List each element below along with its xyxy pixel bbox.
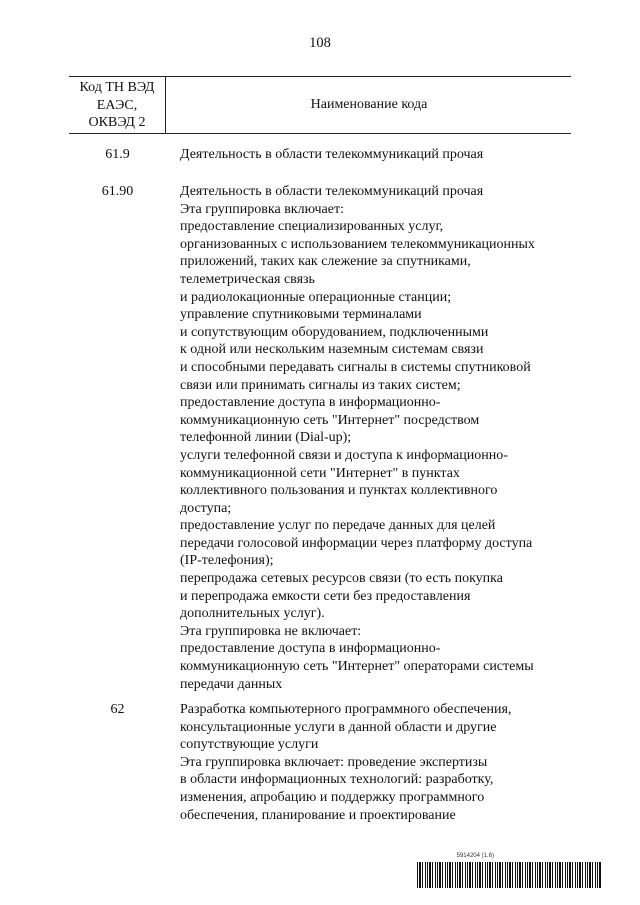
description-line: доступа;: [180, 500, 232, 516]
description-line: предоставление доступа в информационно-: [180, 641, 441, 657]
description-line: передачи голосовой информации через платформу доступа: [180, 535, 533, 551]
description-line: к одной или нескольким наземным системам связи: [180, 342, 484, 358]
description-line: в области информационных технологий: разработку,: [180, 772, 494, 788]
description-line: перепродажа сетевых ресурсов связи (то есть покупка: [180, 571, 503, 587]
entry-code: 61.90: [101, 184, 134, 199]
code-header-line: Код ТН ВЭД: [79, 80, 155, 95]
description-line: консультационные услуги в данной области и другие: [180, 719, 497, 735]
description-line: и сопутствующим оборудованием, подключенными: [180, 324, 489, 340]
table-header: [69, 76, 571, 134]
description-line: Разработка компьютерного программного обеспечения,: [180, 702, 512, 717]
description-line: коммуникационной сети "Интернет" в пунктах: [180, 465, 460, 481]
description-line: телефонной линии (Dial-up);: [180, 430, 352, 446]
entry-code: 61.9: [105, 147, 130, 162]
description-line: дополнительных услуг).: [180, 606, 325, 622]
description-line: изменения, апробацию и поддержку программного: [180, 789, 485, 805]
description-line: обеспечения, планирование и проектирование: [180, 807, 456, 823]
description-line: и перепродажа емкости сети без предоставления: [180, 588, 471, 604]
description-line: (IP-телефония);: [180, 553, 274, 569]
description-line: сопутствующие услуги: [180, 737, 319, 753]
description-line: коллективного пользования и пунктах коллективного: [180, 483, 498, 499]
entry-description: [180, 701, 580, 824]
description-line: предоставление специализированных услуг,: [180, 219, 444, 235]
description-line: и радиолокационные операционные станции;: [180, 289, 452, 305]
description-line: управление спутниковыми терминалами: [180, 307, 422, 323]
description-line: телеметрическая связь: [180, 271, 315, 287]
description-line: предоставление доступа в информационно-: [180, 395, 441, 411]
code-header-line: ОКВЭД 2: [88, 115, 146, 130]
description-line: предоставление услуг по передаче данных для целей: [180, 518, 496, 534]
name-column-header: Наименование кода: [310, 97, 428, 112]
description-line: приложений, таких как слежение за спутниками,: [180, 254, 471, 270]
description-line: и способными передавать сигналы в системы спутниковой: [180, 359, 531, 375]
page-number: 108: [309, 35, 331, 51]
description-line: Эта группировка включает:: [180, 201, 344, 217]
form-code: 5914204 (1.6): [456, 853, 494, 859]
description-line: Деятельность в области телекоммуникаций прочая: [180, 147, 484, 162]
entry-description: [180, 183, 580, 693]
description-line: передачи данных: [180, 676, 283, 692]
description-line: услуги телефонной связи и доступа к информационно-: [180, 447, 508, 463]
description-line: связи или принимать сигналы из таких систем;: [180, 377, 461, 393]
entry-description: [180, 146, 580, 164]
code-header-line: ЕАЭС,: [96, 97, 138, 113]
description-line: Эта группировка включает: проведение экспертизы: [180, 754, 488, 770]
barcode-image: [417, 862, 602, 888]
description-line: коммуникационную сеть "Интернет" операторами системы: [180, 659, 534, 675]
entry-code: 62: [110, 702, 125, 717]
description-line: Деятельность в области телекоммуникаций прочая: [180, 184, 484, 199]
description-line: Эта группировка не включает:: [180, 623, 362, 639]
description-line: коммуникационную сеть "Интернет" посредством: [180, 412, 480, 428]
code-column-header: [69, 77, 166, 133]
description-line: организованных с использованием телекоммуникационных: [180, 236, 535, 252]
footer: [417, 853, 602, 891]
